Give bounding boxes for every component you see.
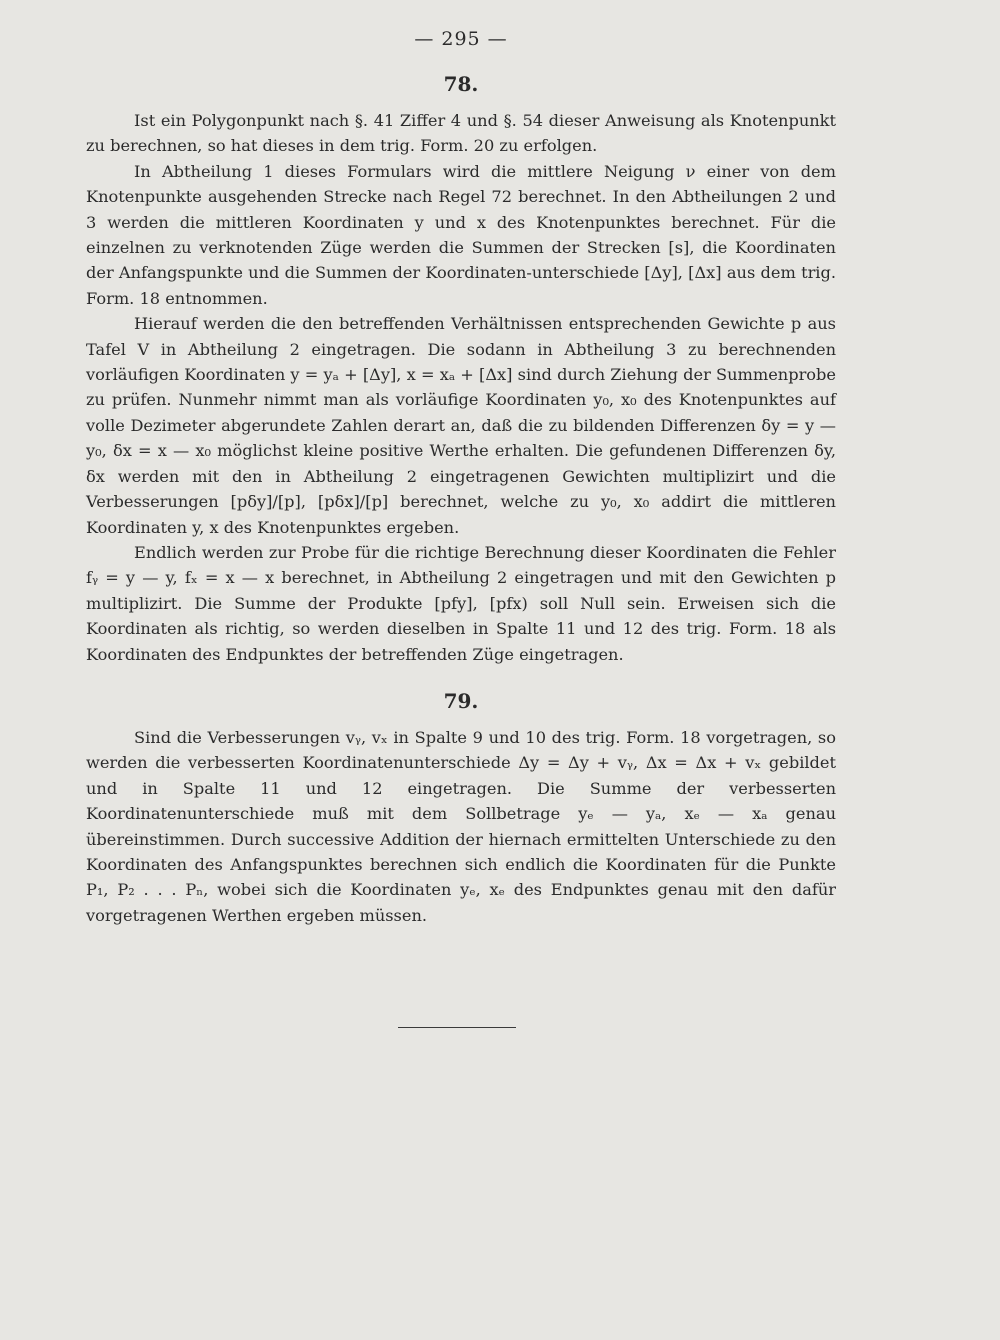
- paragraph: Sind die Verbesserungen vᵧ, vₓ in Spalte 9 und 10 des trig. Form. 18 vorgetragen, so werden die verbesserten Koordinatenunterschiede Δy = Δy + vᵧ, Δx = Δx + vₓ gebildet und in Spalte 11 und 12 eingetragen. Die Summe der verbesserten Koordinatenunterschiede muß mit dem Sollbetrage yₑ — yₐ, xₑ — xₐ genau übereinstimmen. Durch successive Addition der hiernach ermittelten Unterschiede zu den Koordinaten des Anfangspunktes berechnen sich endlich die Koordinaten für die Punkte P₁, P₂ . . . Pₙ, wobei sich die Koordinaten yₑ, xₑ des Endpunktes genau mit den dafür vorgetragenen Werthen ergeben müssen.: [86, 727, 836, 925]
- document-page: [86, 22, 836, 1322]
- section-heading: 78.: [443, 72, 479, 96]
- section-79: [86, 689, 836, 928]
- section-heading: 79.: [443, 688, 479, 713]
- section-gap: [86, 667, 836, 689]
- page-number: — 295 —: [414, 28, 508, 50]
- end-rule-divider: [398, 1027, 516, 1028]
- paragraph: Ist ein Polygonpunkt nach §. 41 Ziffer 4 und §. 54 dieser Anweisung als Knotenpunkt zu berechnen, so hat dieses in dem trig. Form. 20 zu erfolgen.: [86, 111, 836, 156]
- section-78: [86, 72, 836, 667]
- paragraph: In Abtheilung 1 dieses Formulars wird die mittlere Neigung ν einer von dem Knotenpunkte ausgehenden Strecke nach Regel 72 berechnet. In den Abtheilungen 2 und 3 werden die mittleren Koordinaten y und x des Knotenpunktes berechnet. Für die einzelnen zu verknotenden Züge werden die Summen der Strecken [s], die Koordinaten der Anfangspunkte und die Summen der Koordinaten-unterschiede [Δy], [Δx] aus dem trig. Form. 18 entnommen.: [86, 161, 836, 308]
- paragraph: Hierauf werden die den betreffenden Verhältnissen entsprechenden Gewichte p aus Tafel V in Abtheilung 2 eingetragen. Die sodann in Abtheilung 3 zu berechnenden vorläufigen Koordinaten y = yₐ + [Δy], x = xₐ + [Δx] sind durch Ziehung der Summenprobe zu prüfen. Nunmehr nimmt man als vorläufige Koordinaten y₀, x₀ des Knotenpunktes auf volle Dezimeter abgerundete Zahlen derart an, daß die zu bildenden Differenzen δy = y — y₀, δx = x — x₀ möglichst kleine positive Werthe erhalten. Die gefundenen Differenzen δy, δx werden mit den in Abtheilung 2 eingetragenen Gewichten multiplizirt und die Verbesserungen [pδy]/[p], [pδx]/[p] berechnet, welche zu y₀, x₀ addirt die mittleren Koordinaten y, x des Knotenpunktes ergeben.: [86, 314, 836, 537]
- paragraph: Endlich werden zur Probe für die richtige Berechnung dieser Koordinaten die Fehler fᵧ = y — y, fₓ = x — x berechnet, in Abtheilung 2 eingetragen und mit den Gewichten p multiplizirt. Die Summe der Produkte [pfy], [pfx) soll Null sein. Erweisen sich die Koordinaten als richtig, so werden dieselben in Spalte 11 und 12 des trig. Form. 18 als Koordinaten des Endpunktes der betreffenden Züge eingetragen.: [86, 542, 836, 664]
